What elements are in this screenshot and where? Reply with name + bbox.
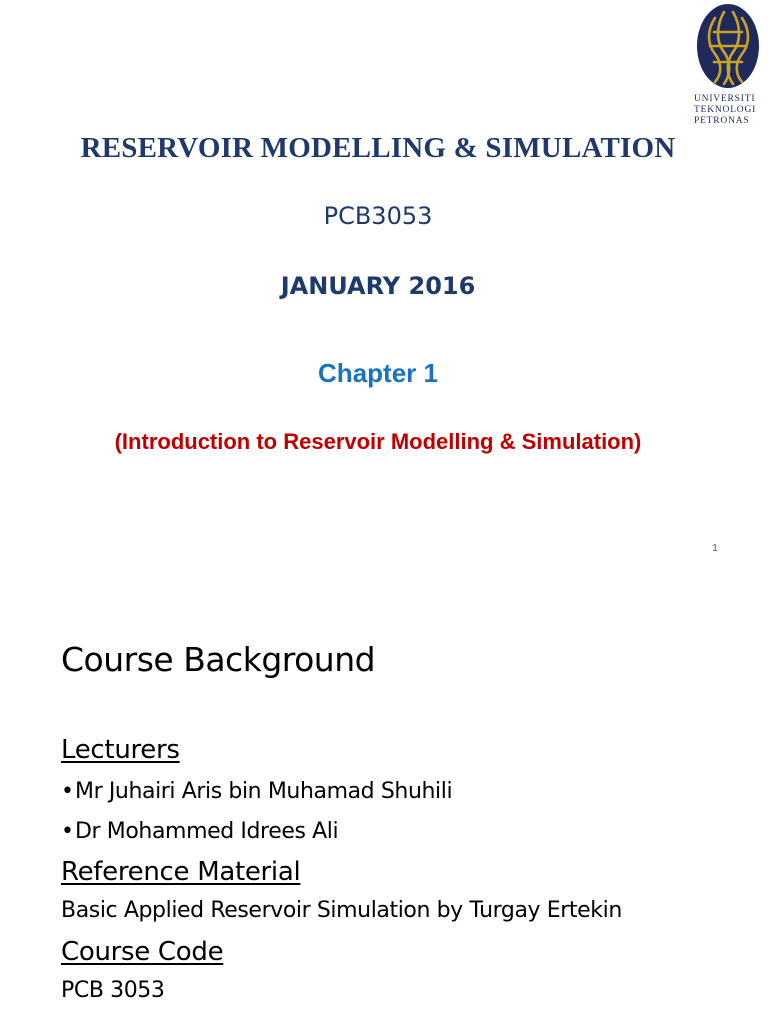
bullet-icon: •: [61, 819, 74, 844]
logo-text-teknologi: TEKNOLOGI: [694, 105, 757, 115]
lecturers-list: [61, 772, 741, 852]
reference-text: Basic Applied Reservoir Simulation by Turgay Ertekin: [61, 898, 622, 923]
lecturer-name: Mr Juhairi Aris bin Muhamad Shuhili: [75, 779, 453, 804]
slide-body: [61, 732, 741, 1012]
bullet-icon: •: [61, 779, 74, 804]
utp-logo: [688, 2, 768, 136]
chapter-subtitle: (Introduction to Reservoir Modelling & Simulation): [114, 429, 642, 454]
course-code-text: PCB 3053: [61, 978, 165, 1003]
slide-title: Course Background: [61, 640, 376, 679]
logo-text-universiti: UNIVERSITI: [694, 94, 756, 104]
page-number: 1: [712, 543, 718, 554]
reference-heading: Reference Material: [61, 857, 301, 887]
course-title: RESERVOIR MODELLING & SIMULATION: [80, 132, 676, 164]
course-background-slide: [0, 586, 768, 1024]
list-item: [61, 772, 741, 812]
semester-date: JANUARY 2016: [280, 272, 476, 300]
course-code: PCB3053: [323, 202, 433, 230]
list-item: [61, 812, 741, 852]
utp-emblem-icon: [688, 2, 768, 92]
lecturer-name: Dr Mohammed Idrees Ali: [75, 819, 339, 844]
logo-text-petronas: PETRONAS: [694, 116, 750, 126]
course-code-heading: Course Code: [61, 937, 224, 967]
chapter-label: Chapter 1: [318, 358, 438, 388]
lecturers-heading: Lecturers: [61, 735, 180, 765]
